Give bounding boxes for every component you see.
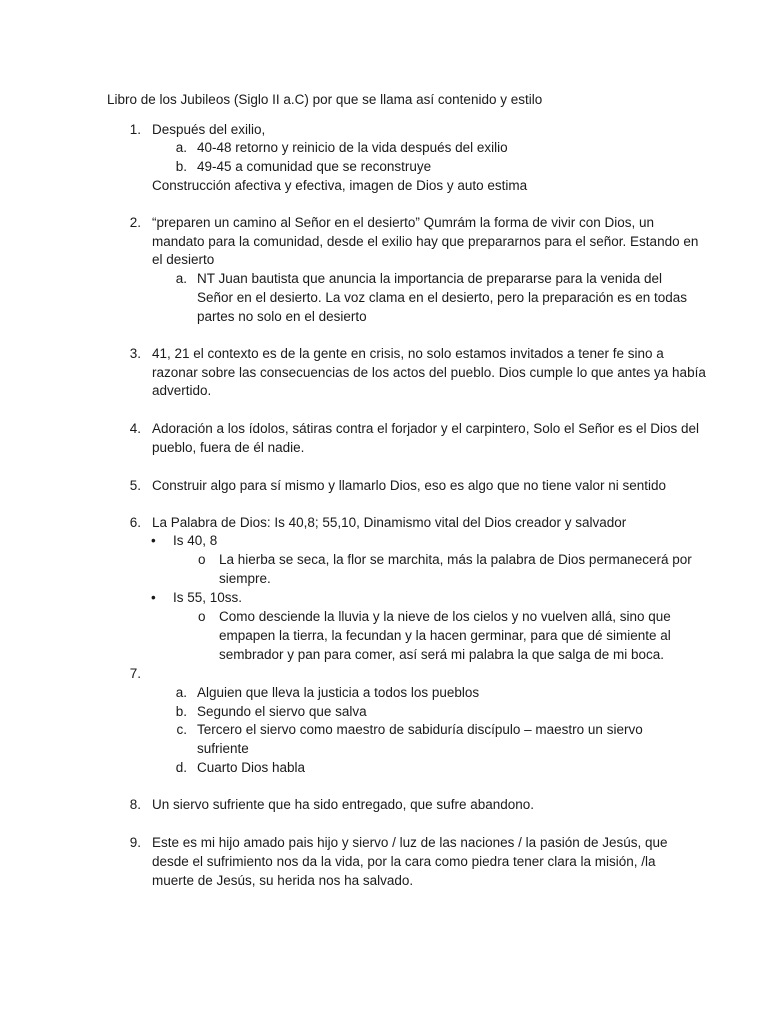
sub-text: NT Juan bautista que anuncia la importancia de prepararse para la venida del: [197, 271, 663, 286]
item-text: muerte de Jesús, su herida nos ha salvado.: [152, 873, 414, 888]
item-text: Después del exilio,: [152, 122, 266, 137]
item-text: pueblo, fuera de él nadie.: [152, 440, 305, 455]
item-text: La Palabra de Dios: Is 40,8; 55,10, Dinamismo vital del Dios creador y salvador: [152, 515, 627, 530]
sub-marker: d.: [175, 760, 187, 775]
item-text: mandato para la comunidad, desde el exilio hay que prepararnos para el señor. Estando en: [152, 234, 699, 249]
sub-text: 49-45 a comunidad que se reconstruye: [197, 159, 432, 174]
item-text: Adoración a los ídolos, sátiras contra el forjador y el carpintero, Solo el Señor es el Dios del: [152, 421, 700, 436]
item-text: Construir algo para sí mismo y llamarlo Dios, eso es algo que no tiene valor ni sentido: [152, 478, 667, 493]
sub-text: partes no solo en el desierto: [197, 309, 367, 324]
sub-marker: a.: [175, 271, 187, 286]
sub-text: Tercero el siervo como maestro de sabiduría discípulo – maestro un siervo: [197, 722, 643, 737]
item-number: 5.: [129, 478, 141, 493]
sub-marker: b.: [175, 159, 187, 174]
item-text: Construcción afectiva y efectiva, imagen de Dios y auto estima: [152, 178, 528, 193]
item-number: 2.: [129, 215, 141, 230]
item-text: el desierto: [152, 252, 215, 267]
item-text: Un siervo sufriente que ha sido entregado, que sufre abandono.: [152, 797, 535, 812]
item-number: 7.: [129, 666, 141, 681]
sub-text: sufriente: [197, 741, 249, 756]
item-text: Este es mi hijo amado pais hijo y siervo / luz de las naciones / la pasión de Jesús, que: [152, 835, 668, 850]
item-text: razonar sobre las consecuencias de los actos del pueblo. Dios cumple lo que antes ya había: [152, 365, 706, 380]
bullet-text: Is 40, 8: [173, 533, 218, 548]
sub-text: Segundo el siervo que salva: [197, 704, 367, 719]
item-number: 4.: [129, 421, 141, 436]
sub-bullet-text: Como desciende la lluvia y la nieve de los cielos y no vuelven allá, sino que: [219, 609, 671, 624]
sub-bullet-text: La hierba se seca, la flor se marchita, más la palabra de Dios permanecerá por: [219, 552, 692, 567]
sub-bullet-marker: o: [198, 609, 206, 624]
item-number: 1.: [129, 122, 141, 137]
bullet-marker: •: [151, 533, 156, 548]
sub-text: Alguien que lleva la justicia a todos los pueblos: [197, 685, 480, 700]
item-number: 9.: [129, 835, 141, 850]
item-number: 6.: [129, 515, 141, 530]
item-text: 41, 21 el contexto es de la gente en crisis, no solo estamos invitados a tener fe sino a: [152, 346, 664, 361]
sub-bullet-marker: o: [198, 552, 206, 567]
item-text: “preparen un camino al Señor en el desierto” Qumrám la forma de vivir con Dios, un: [152, 215, 654, 230]
sub-bullet-text: empapen la tierra, la fecundan y la hacen germinar, para que dé simiente al: [219, 628, 671, 643]
sub-text: Señor en el desierto. La voz clama en el desierto, pero la preparación es en todas: [197, 290, 688, 305]
item-number: 3.: [129, 346, 141, 361]
bullet-marker: •: [151, 590, 156, 605]
sub-text: Cuarto Dios habla: [197, 760, 306, 775]
sub-text: 40-48 retorno y reinicio de la vida después del exilio: [197, 140, 508, 155]
sub-marker: c.: [176, 722, 187, 737]
sub-marker: a.: [175, 685, 187, 700]
sub-bullet-text: sembrador y pan para comer, así será mi palabra la que salga de mi boca.: [219, 647, 664, 662]
item-number: 8.: [129, 797, 141, 812]
sub-bullet-text: siempre.: [219, 571, 271, 586]
item-text: advertido.: [152, 383, 212, 398]
sub-marker: a.: [175, 140, 187, 155]
item-text: desde el sufrimiento nos da la vida, por la cara como piedra tener clara la misión, /la: [152, 854, 656, 869]
bullet-text: Is 55, 10ss.: [173, 590, 243, 605]
sub-marker: b.: [175, 704, 187, 719]
document-title: Libro de los Jubileos (Siglo II a.C) por que se llama así contenido y estilo: [107, 92, 543, 107]
